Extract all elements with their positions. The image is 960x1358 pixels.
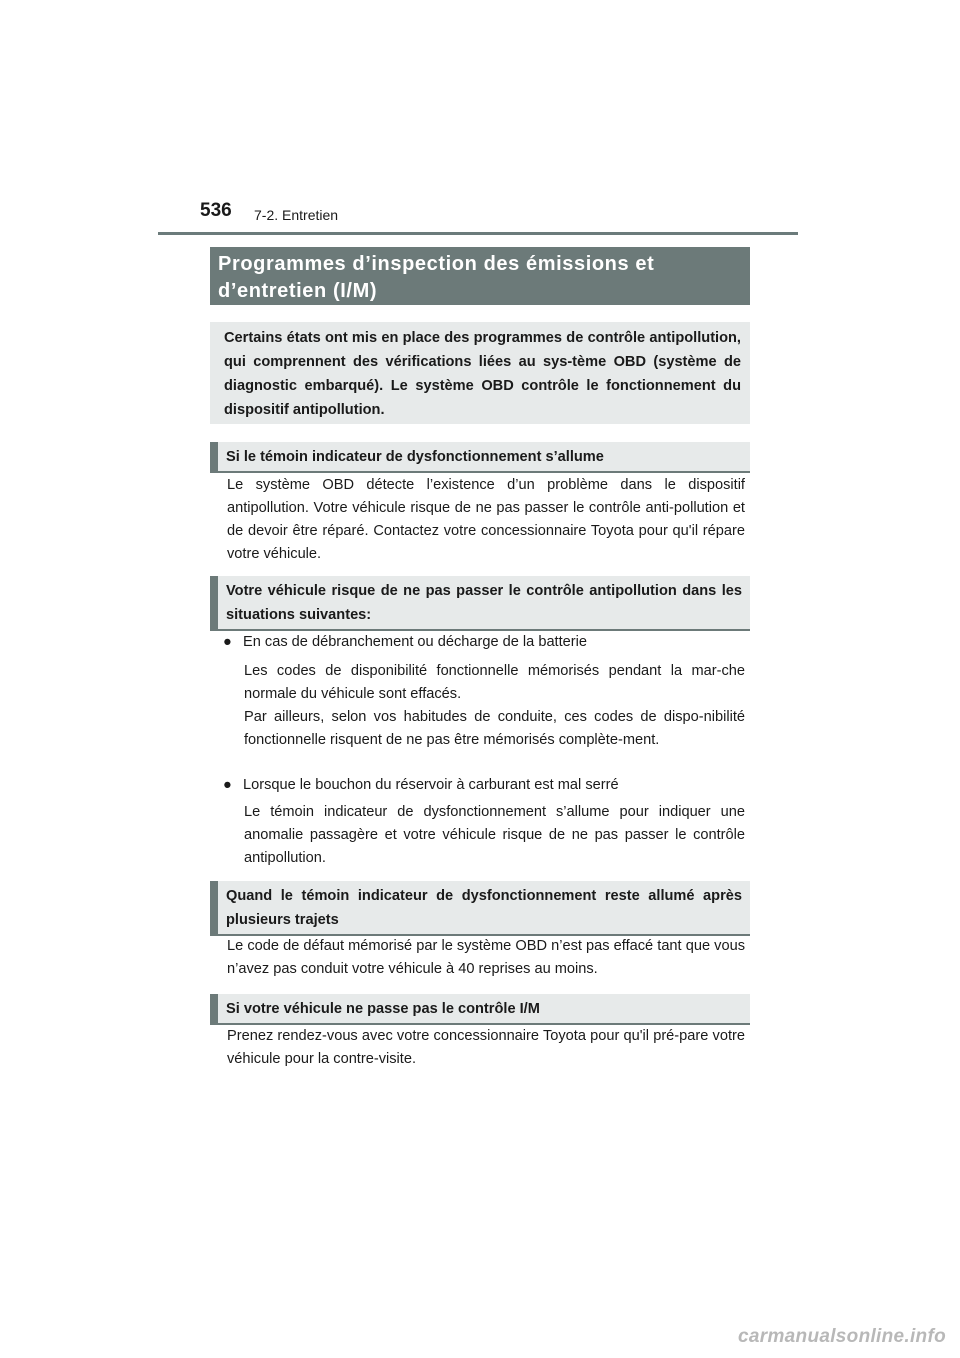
bullet-item-battery: [223, 631, 745, 654]
bullet-icon: ●: [223, 777, 232, 793]
bullet-icon: ●: [223, 634, 232, 650]
header-divider: [158, 232, 798, 235]
intro-box: Certains états ont mis en place des programmes de contrôle antipollution, qui comprennent des vérifications liées au sys-tème OBD (système de diagnostic embarqué). Le système OBD contrôle le fonctionnement du dispositif antipollution.: [210, 322, 750, 424]
bullet-paragraph: Les codes de disponibilité fonctionnelle mémorisés pendant la mar-che normale du véhicule sont effacés.: [244, 663, 745, 702]
section-heading-fail-situations: Votre véhicule risque de ne pas passer le contrôle antipollution dans les situations suivantes:: [210, 576, 750, 631]
page-number: 536: [200, 200, 232, 221]
bullet-label: En cas de débranchement ou décharge de la batterie: [243, 634, 588, 650]
bullet-paragraph: Par ailleurs, selon vos habitudes de conduite, ces codes de dispo-nibilité fonctionnelle risquent de ne pas être mémorisés complète-ment.: [244, 709, 745, 748]
section-body-warning-light: Le système OBD détecte l’existence d’un problème dans le dispositif antipollution. Votre véhicule risque de ne pas passer le contrôle anti-pollution et de devoir être réparé. Contactez votre concessionnaire Toyota pour qu'il répare votre véhicule.: [227, 477, 745, 562]
watermark: carmanualsonline.info: [738, 1326, 946, 1347]
bullet-label: Lorsque le bouchon du réservoir à carburant est mal serré: [243, 777, 619, 793]
page-title: Programmes d’inspection des émissions et d’entretien (I/M): [210, 247, 750, 305]
section-heading-im-fail: Si votre véhicule ne passe pas le contrôle I/M: [210, 994, 750, 1025]
bullet-item-fuel-cap: [223, 774, 745, 797]
bullet-paragraph: Le témoin indicateur de dysfonctionnement s’allume pour indiquer une anomalie passagère et votre véhicule risque de ne pas passer le contrôle antipollution.: [244, 804, 745, 866]
section-heading-warning-light: Si le témoin indicateur de dysfonctionnement s’allume: [210, 442, 750, 473]
section-heading-light-stays-on: Quand le témoin indicateur de dysfonctionnement reste allumé après plusieurs trajets: [210, 881, 750, 936]
section-body-light-stays-on: Le code de défaut mémorisé par le système OBD n’est pas effacé tant que vous n’avez pas conduit votre véhicule à 40 reprises au moins.: [227, 938, 745, 977]
section-label: 7-2. Entretien: [254, 207, 339, 223]
section-body-im-fail: Prenez rendez-vous avec votre concessionnaire Toyota pour qu'il pré-pare votre véhicule pour la contre-visite.: [227, 1028, 745, 1067]
